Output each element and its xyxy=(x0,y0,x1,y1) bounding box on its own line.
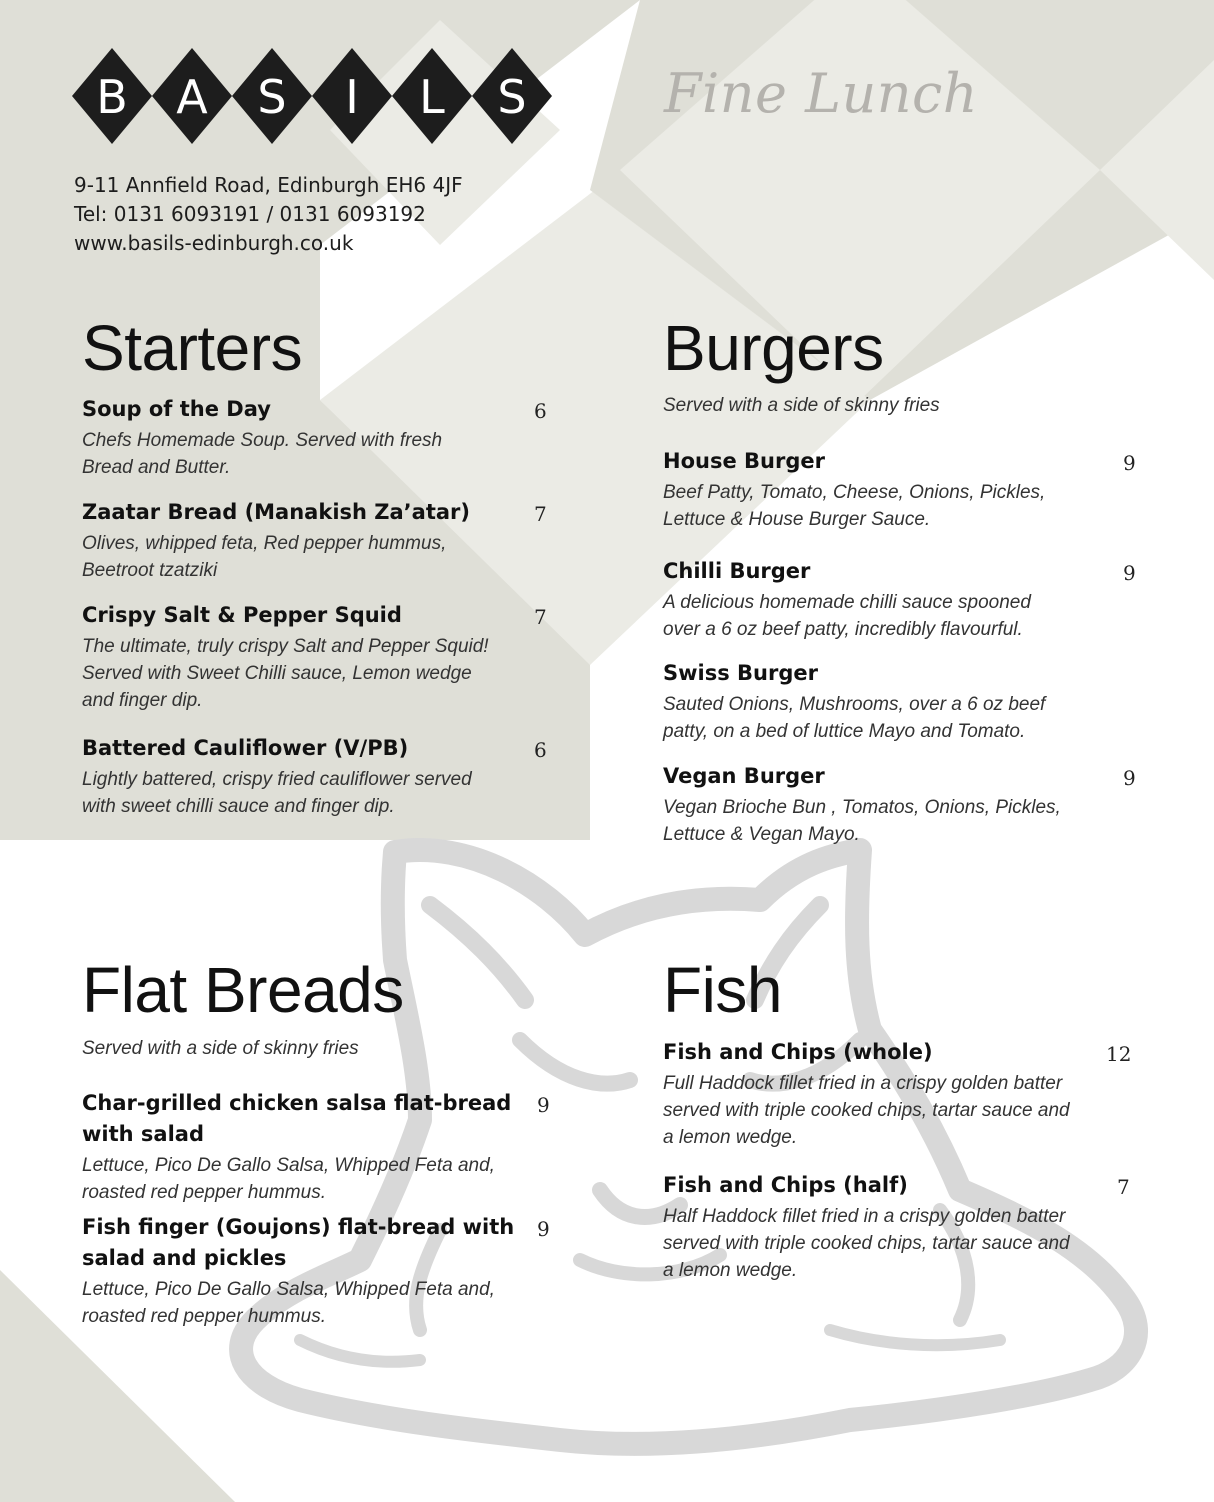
contact-block xyxy=(74,171,463,258)
telephone-line: Tel: 0131 6093191 / 0131 6093192 xyxy=(74,202,426,226)
desc-line: Bread and Butter. xyxy=(82,457,231,478)
item-description xyxy=(663,794,1103,848)
menu-item-fish-chips-whole xyxy=(663,1037,1103,1151)
name-line: Char-grilled chicken salsa flat-bread xyxy=(82,1091,512,1115)
logo-letter-b: B xyxy=(96,70,128,124)
item-name: Crispy Salt & Pepper Squid xyxy=(82,603,402,627)
item-description xyxy=(82,427,532,481)
address-line: 9-11 Annfield Road, Edinburgh EH6 4JF xyxy=(74,173,463,197)
item-name: Swiss Burger xyxy=(663,661,818,685)
desc-line: a lemon wedge. xyxy=(663,1260,798,1281)
name-line: with salad xyxy=(82,1122,204,1146)
desc-line: over a 6 oz beef patty, incredibly flavourful. xyxy=(663,619,1023,640)
burgers-title: Burgers xyxy=(663,312,884,384)
flatbreads-title: Flat Breads xyxy=(82,954,404,1026)
name-line: Fish finger (Goujons) flat-bread with xyxy=(82,1215,515,1239)
item-price: 7 xyxy=(1117,1175,1130,1199)
item-name: Fish and Chips (half) xyxy=(663,1173,908,1197)
desc-line: A delicious homemade chilli sauce spooned xyxy=(663,592,1031,613)
menu-item-fish-finger-flatbread xyxy=(82,1212,522,1330)
desc-line: and finger dip. xyxy=(82,690,203,711)
desc-line: Lettuce & Vegan Mayo. xyxy=(663,824,860,845)
desc-line: Lightly battered, crispy fried cauliflower served xyxy=(82,769,472,790)
item-price: 9 xyxy=(1123,451,1136,475)
name-line: salad and pickles xyxy=(82,1246,287,1270)
logo-letter-i: I xyxy=(345,70,359,124)
website-link[interactable]: www.basils-edinburgh.co.uk xyxy=(74,231,354,255)
item-price: 6 xyxy=(534,738,547,762)
tagline: Fine Lunch xyxy=(664,62,979,125)
menu-item-chilli-burger xyxy=(663,556,1103,643)
starters-title: Starters xyxy=(82,312,303,384)
item-price: 9 xyxy=(1123,561,1136,585)
logo-letter-s: S xyxy=(257,70,287,124)
desc-line: Lettuce, Pico De Gallo Salsa, Whipped Feta and, xyxy=(82,1279,495,1300)
item-description xyxy=(663,691,1103,745)
menu-item-house-burger xyxy=(663,446,1103,533)
item-name: Vegan Burger xyxy=(663,764,825,788)
item-description xyxy=(82,633,532,714)
desc-line: Vegan Brioche Bun , Tomatos, Onions, Pickles, xyxy=(663,797,1061,818)
item-description xyxy=(82,530,532,584)
item-name: Soup of the Day xyxy=(82,397,271,421)
starters-section xyxy=(82,312,303,384)
item-description xyxy=(663,479,1103,533)
desc-line: with sweet chilli sauce and finger dip. xyxy=(82,796,395,817)
item-description xyxy=(82,1152,522,1206)
logo-diamonds xyxy=(72,48,552,144)
desc-line: The ultimate, truly crispy Salt and Pepper Squid! xyxy=(82,636,489,657)
logo-letter-l: L xyxy=(419,70,445,124)
item-price: 9 xyxy=(1123,766,1136,790)
desc-line: a lemon wedge. xyxy=(663,1127,798,1148)
item-description xyxy=(663,1203,1103,1284)
item-price: 6 xyxy=(534,399,547,423)
logo-letter-s2: S xyxy=(497,70,527,124)
flatbreads-subtitle: Served with a side of skinny fries xyxy=(82,1038,359,1059)
menu-item-squid xyxy=(82,600,532,714)
menu-item-fish-chips-half xyxy=(663,1170,1103,1284)
desc-line: Served with Sweet Chilli sauce, Lemon wedge xyxy=(82,663,472,684)
logo-letter-a: A xyxy=(176,70,208,124)
desc-line: Beetroot tzatziki xyxy=(82,560,218,581)
item-description xyxy=(663,1070,1103,1151)
desc-line: Beef Patty, Tomato, Cheese, Onions, Pickles, xyxy=(663,482,1046,503)
item-price: 12 xyxy=(1106,1042,1132,1066)
item-name xyxy=(82,1088,522,1150)
item-description xyxy=(82,766,532,820)
menu-item-chicken-flatbread xyxy=(82,1088,522,1206)
desc-line: Lettuce, Pico De Gallo Salsa, Whipped Feta and, xyxy=(82,1155,495,1176)
item-price: 9 xyxy=(537,1093,550,1117)
burgers-subtitle: Served with a side of skinny fries xyxy=(663,395,940,416)
item-name: Fish and Chips (whole) xyxy=(663,1040,933,1064)
desc-line: Chefs Homemade Soup. Served with fresh xyxy=(82,430,443,451)
desc-line: Lettuce & House Burger Sauce. xyxy=(663,509,931,530)
item-name: Chilli Burger xyxy=(663,559,811,583)
item-name: Zaatar Bread (Manakish Za’atar) xyxy=(82,500,470,524)
item-description xyxy=(82,1276,522,1330)
desc-line: roasted red pepper hummus. xyxy=(82,1182,326,1203)
menu-item-zaatar xyxy=(82,497,532,584)
basils-logo xyxy=(72,44,554,152)
desc-line: served with triple cooked chips, tartar sauce and xyxy=(663,1233,1070,1254)
desc-line: Olives, whipped feta, Red pepper hummus, xyxy=(82,533,447,554)
desc-line: served with triple cooked chips, tartar sauce and xyxy=(663,1100,1070,1121)
item-name: House Burger xyxy=(663,449,825,473)
item-name: Battered Cauliflower (V/PB) xyxy=(82,736,409,760)
item-price: 7 xyxy=(534,605,547,629)
desc-line: Full Haddock fillet fried in a crispy golden batter xyxy=(663,1073,1063,1094)
desc-line: patty, on a bed of luttice Mayo and Tomato. xyxy=(663,721,1026,742)
desc-line: Half Haddock fillet fried in a crispy golden batter xyxy=(663,1206,1066,1227)
menu-item-swiss-burger xyxy=(663,658,1103,745)
desc-line: roasted red pepper hummus. xyxy=(82,1306,326,1327)
menu-item-vegan-burger xyxy=(663,761,1103,848)
item-price: 9 xyxy=(537,1217,550,1241)
menu-item-soup xyxy=(82,394,532,481)
menu-item-cauliflower xyxy=(82,733,532,820)
fish-section xyxy=(663,954,782,1026)
item-price: 7 xyxy=(534,502,547,526)
flatbreads-section xyxy=(82,954,404,1060)
desc-line: Sauted Onions, Mushrooms, over a 6 oz beef xyxy=(663,694,1046,715)
burgers-section xyxy=(663,312,940,417)
item-name xyxy=(82,1212,522,1274)
item-description xyxy=(663,589,1103,643)
fish-title: Fish xyxy=(663,954,782,1026)
